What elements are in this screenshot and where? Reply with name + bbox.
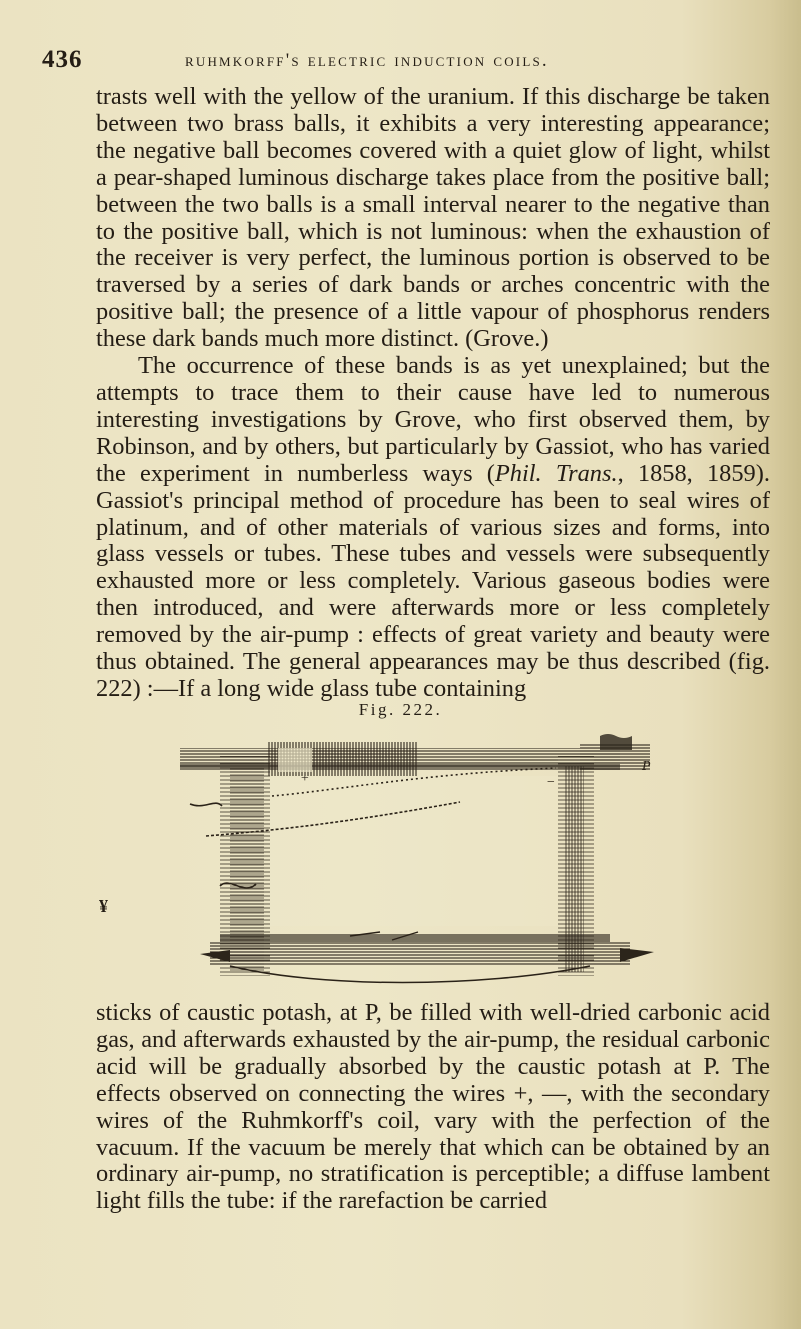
page-header xyxy=(0,46,801,76)
label-plus: + xyxy=(300,771,310,786)
paragraph-caustic-potash: sticks of caustic potash, at P, be filled with well-dried carbonic acid gas, and afterwards exhausted by the air-pump, the residual carbonic acid will be gradually absorbed by the caustic potash at P. The effects observed on connecting the wires +, —, with the secondary wires of the Ruhmkorff's coil, vary with the perfection of the vacuum. If the vacuum be merely that which can be obtained by an ordinary air-pump, no stratification is perceptible; a diffuse lambent light fills the tube: if the rarefaction be carried xyxy=(96,999,770,1215)
page-number: 436 xyxy=(42,46,83,73)
figure-222-glass-tube-illustration xyxy=(160,726,660,992)
tube-engraving xyxy=(160,726,660,992)
margin-mark: ¥ xyxy=(99,896,108,916)
label-minus: − xyxy=(546,775,556,790)
running-title: ruhmkorff's electric induction coils. xyxy=(185,50,549,71)
paragraph-bands-gassiot xyxy=(96,353,770,703)
tube-lower-wall xyxy=(210,942,630,966)
body-text-top xyxy=(96,84,770,703)
figure-caption: Fig. 222. xyxy=(358,700,443,719)
paragraph-text-segment: , 1858, 1859). Gassiot's principal method of procedure has been to seal wires of platinum, and of other materials of various sizes and forms, into glass vessels or tubes. These tubes and vessels were subsequently exhausted more or less completely. Various gaseous bodies were then introduced, and were afterwards more or less completely removed by the air-pump : effects of great variety and beauty were thus obtained. The general appearances may be thus described (fig. 222) :—If a long wide glass tube containing xyxy=(96,459,770,702)
paragraph-text-segment: The occurrence of these bands is as yet unexplained; but the attempts to trace them to their cause have led to numerous interesting investigations by Grove, who first observed them, by Robinson, and by others, but particularly by Gassiot, who has varied the experiment in numberless ways ( xyxy=(96,352,770,487)
body-text-bottom xyxy=(96,1000,770,1215)
label-p: P xyxy=(642,759,651,774)
citation-journal: Phil. Trans. xyxy=(494,459,618,487)
paragraph-uranium-discharge: trasts well with the yellow of the uranium. If this discharge be taken between two brass balls, it exhibits a very interesting appearance; the negative ball becomes covered with a quiet glow of light, whilst a pear-shaped luminous discharge takes place from the positive ball; between the two balls is a small interval nearer to the negative than to the positive ball, which is not luminous: when the exhaustion of the receiver is very perfect, the luminous portion is observed to be traversed by a series of dark bands or arches concentric with the positive ball; the presence of a little vapour of phosphorus renders these dark bands much more distinct. (Grove.) xyxy=(96,83,770,353)
